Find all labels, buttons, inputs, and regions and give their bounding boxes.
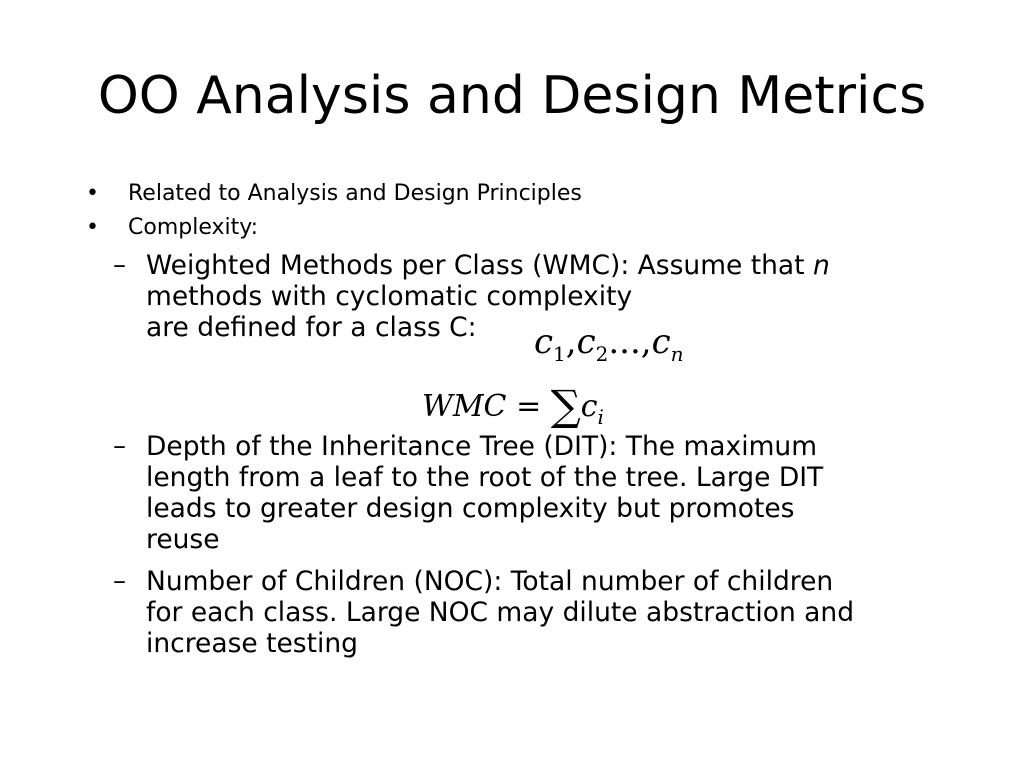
- math-subscript: 1: [553, 342, 566, 366]
- text-line: leads to greater design complexity but promotes: [146, 493, 795, 524]
- sub-bullet-marker: –: [113, 250, 126, 280]
- math-subscript: i: [597, 405, 604, 429]
- sub-bullet-item: [0, 431, 1024, 559]
- text-line: are defined for a class C:: [146, 312, 477, 343]
- math-subscript: 2: [595, 342, 609, 366]
- text-line: methods with cyclomatic complexity: [146, 281, 633, 312]
- math-subscript: n: [670, 342, 684, 366]
- math-var: c: [651, 322, 671, 362]
- text-fragment: Weighted Methods per Class (WMC): Assume that: [146, 250, 813, 281]
- formula-complexity-sequence: [534, 320, 684, 376]
- bullet-item: [0, 178, 1024, 210]
- math-var: c: [580, 389, 598, 424]
- text-line: Number of Children (NOC): Total number of children: [146, 566, 834, 597]
- math-var: WMC: [422, 389, 507, 424]
- text-line: length from a leaf to the root of the tree. Large DIT: [146, 462, 824, 493]
- math-separator: ,: [565, 322, 577, 362]
- bullet-item: [0, 212, 1024, 244]
- math-equals: =: [516, 389, 542, 424]
- text-line: increase testing: [146, 628, 358, 659]
- text-line: [146, 250, 946, 281]
- sub-bullet-text: [146, 431, 946, 555]
- text-line: for each class. Large NOC may dilute abstraction and: [146, 597, 855, 628]
- math-var: c: [576, 322, 596, 362]
- text-line: reuse: [146, 524, 220, 555]
- math-ellipsis: ...,: [608, 322, 652, 362]
- sub-bullet-item: [0, 250, 1024, 350]
- text-line: Depth of the Inheritance Tree (DIT): The maximum: [146, 431, 818, 462]
- bullet-text: Related to Analysis and Design Principles: [128, 181, 582, 206]
- sub-bullet-marker: –: [113, 431, 126, 461]
- bullet-marker: •: [86, 215, 99, 240]
- sigma-icon: ∑: [550, 381, 581, 430]
- slide-title: OO Analysis and Design Metrics: [97, 66, 927, 126]
- bullet-text: Complexity:: [128, 215, 259, 240]
- math-var: c: [534, 322, 554, 362]
- sub-bullet-marker: –: [113, 566, 126, 596]
- bullet-marker: •: [86, 181, 99, 206]
- sub-bullet-item: [0, 566, 1024, 662]
- variable-n: n: [813, 250, 830, 281]
- sub-bullet-text: [146, 566, 946, 659]
